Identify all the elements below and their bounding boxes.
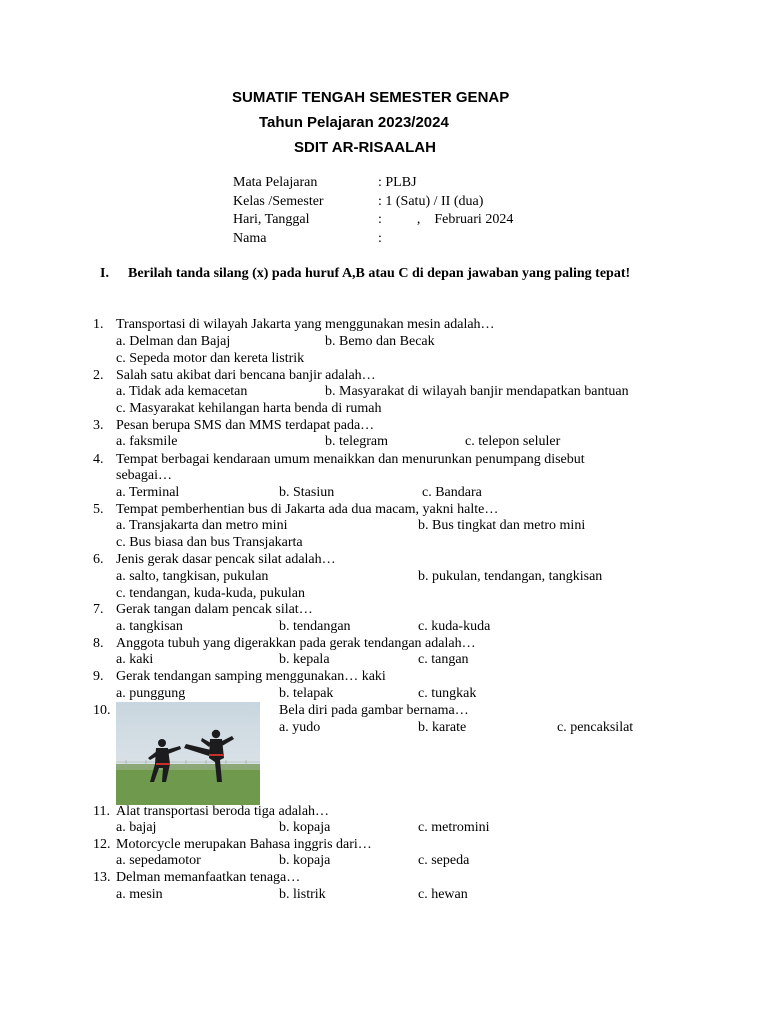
- option-a: a. Terminal: [116, 485, 180, 500]
- question-text: Gerak tendangan samping menggunakan… kaki: [116, 669, 386, 684]
- question-text: Tempat pemberhentian bus di Jakarta ada dua macam, yakni halte…: [116, 502, 499, 517]
- question-number: 12.: [93, 837, 111, 852]
- section-text: Berilah tanda silang (x) pada huruf A,B atau C di depan jawaban yang paling tepat!: [128, 266, 631, 281]
- option-b: b. Masyarakat di wilayah banjir mendapatkan bantuan: [325, 384, 629, 399]
- school-year: Tahun Pelajaran 2023/2024: [259, 114, 449, 131]
- option-c: c. tendangan, kuda-kuda, pukulan: [116, 586, 305, 601]
- option-b: b. Bus tingkat dan metro mini: [418, 518, 586, 533]
- info-value: : PLBJ: [378, 175, 417, 190]
- option-a: a. salto, tangkisan, pukulan: [116, 569, 269, 584]
- question-number: 1.: [93, 317, 104, 332]
- option-b: b. Bemo dan Becak: [325, 334, 435, 349]
- option-a: a. punggung: [116, 686, 186, 701]
- info-label: Hari, Tanggal: [233, 212, 310, 227]
- question-text: Anggota tubuh yang digerakkan pada gerak tendangan adalah…: [116, 636, 476, 651]
- question-number: 3.: [93, 418, 104, 433]
- info-label: Nama: [233, 230, 267, 246]
- info-label: Kelas /Semester: [233, 193, 324, 209]
- question-number: 11.: [93, 804, 110, 819]
- option-a: a. Transjakarta dan metro mini: [116, 518, 288, 533]
- option-b: b. pukulan, tendangan, tangkisan: [418, 569, 603, 584]
- option-c: c. tangan: [418, 652, 469, 667]
- question-number: 4.: [93, 452, 104, 467]
- option-b: b. kopaja: [279, 820, 331, 835]
- option-b: b. telegram: [325, 434, 388, 449]
- question-text: Bela diri pada gambar bernama…: [279, 703, 469, 718]
- option-b: b. listrik: [279, 887, 326, 902]
- question-text: Salah satu akibat dari bencana banjir adalah…: [116, 368, 376, 383]
- option-c: c. Masyarakat kehilangan harta benda di rumah: [116, 401, 382, 416]
- question-text: Motorcycle merupakan Bahasa inggris dari…: [116, 837, 372, 852]
- option-c: c. Sepeda motor dan kereta listrik: [116, 351, 305, 366]
- school-name: SDIT AR-RISAALAH: [294, 139, 436, 156]
- question-text: Jenis gerak dasar pencak silat adalah…: [116, 552, 336, 567]
- option-c: c. hewan: [418, 887, 468, 902]
- question-text: Tempat berbagai kendaraan umum menaikkan dan menurunkan penumpang disebut: [116, 452, 585, 467]
- question-number: 10.: [93, 703, 111, 718]
- question-number: 6.: [93, 552, 104, 567]
- info-value: :: [378, 230, 382, 246]
- option-c: c. sepeda: [418, 853, 470, 868]
- option-a: a. mesin: [116, 887, 163, 902]
- option-c: c. pencaksilat: [557, 720, 634, 735]
- option-b: b. karate: [418, 720, 467, 735]
- question-number: 7.: [93, 602, 104, 617]
- option-c: c. kuda-kuda: [418, 619, 491, 634]
- question-number: 5.: [93, 502, 104, 517]
- info-label: Mata Pelajaran: [233, 175, 318, 190]
- option-a: a. tangkisan: [116, 619, 183, 634]
- option-a: a. kaki: [116, 652, 154, 667]
- option-c: c. tungkak: [418, 686, 477, 701]
- question-number: 9.: [93, 669, 104, 684]
- option-b: b. tendangan: [279, 619, 351, 634]
- option-a: a. Delman dan Bajaj: [116, 334, 231, 349]
- question-text: Pesan berupa SMS dan MMS terdapat pada…: [116, 418, 375, 433]
- option-c: c. telepon seluler: [465, 434, 561, 449]
- question-text: Delman memanfaatkan tenaga…: [116, 870, 301, 885]
- option-c: c. Bus biasa dan bus Transjakarta: [116, 535, 303, 550]
- question-text: Transportasi di wilayah Jakarta yang menggunakan mesin adalah…: [116, 317, 495, 332]
- option-c: c. Bandara: [422, 485, 482, 500]
- option-a: a. bajaj: [116, 820, 157, 835]
- option-b: b. telapak: [279, 686, 334, 701]
- question-text: Alat transportasi beroda tiga adalah…: [116, 804, 330, 819]
- option-b: b. kopaja: [279, 853, 331, 868]
- question-number: 13.: [93, 870, 111, 885]
- question-text-continued: sebagai…: [116, 468, 172, 483]
- option-a: a. sepedamotor: [116, 853, 201, 868]
- info-value: : 1 (Satu) / II (dua): [378, 193, 484, 209]
- martial-arts-photo: [116, 702, 260, 805]
- option-a: a. Tidak ada kemacetan: [116, 384, 248, 399]
- exam-title: SUMATIF TENGAH SEMESTER GENAP: [232, 89, 510, 106]
- info-value: : , Februari 2024: [378, 212, 514, 227]
- question-text: Gerak tangan dalam pencak silat…: [116, 602, 313, 617]
- option-b: b. kepala: [279, 652, 330, 667]
- option-c: c. metromini: [418, 820, 490, 835]
- question-number: 8.: [93, 636, 104, 651]
- option-b: b. Stasiun: [279, 485, 335, 500]
- section-number: I.: [100, 266, 109, 281]
- option-a: a. faksmile: [116, 434, 178, 449]
- option-a: a. yudo: [279, 720, 321, 735]
- question-number: 2.: [93, 368, 104, 383]
